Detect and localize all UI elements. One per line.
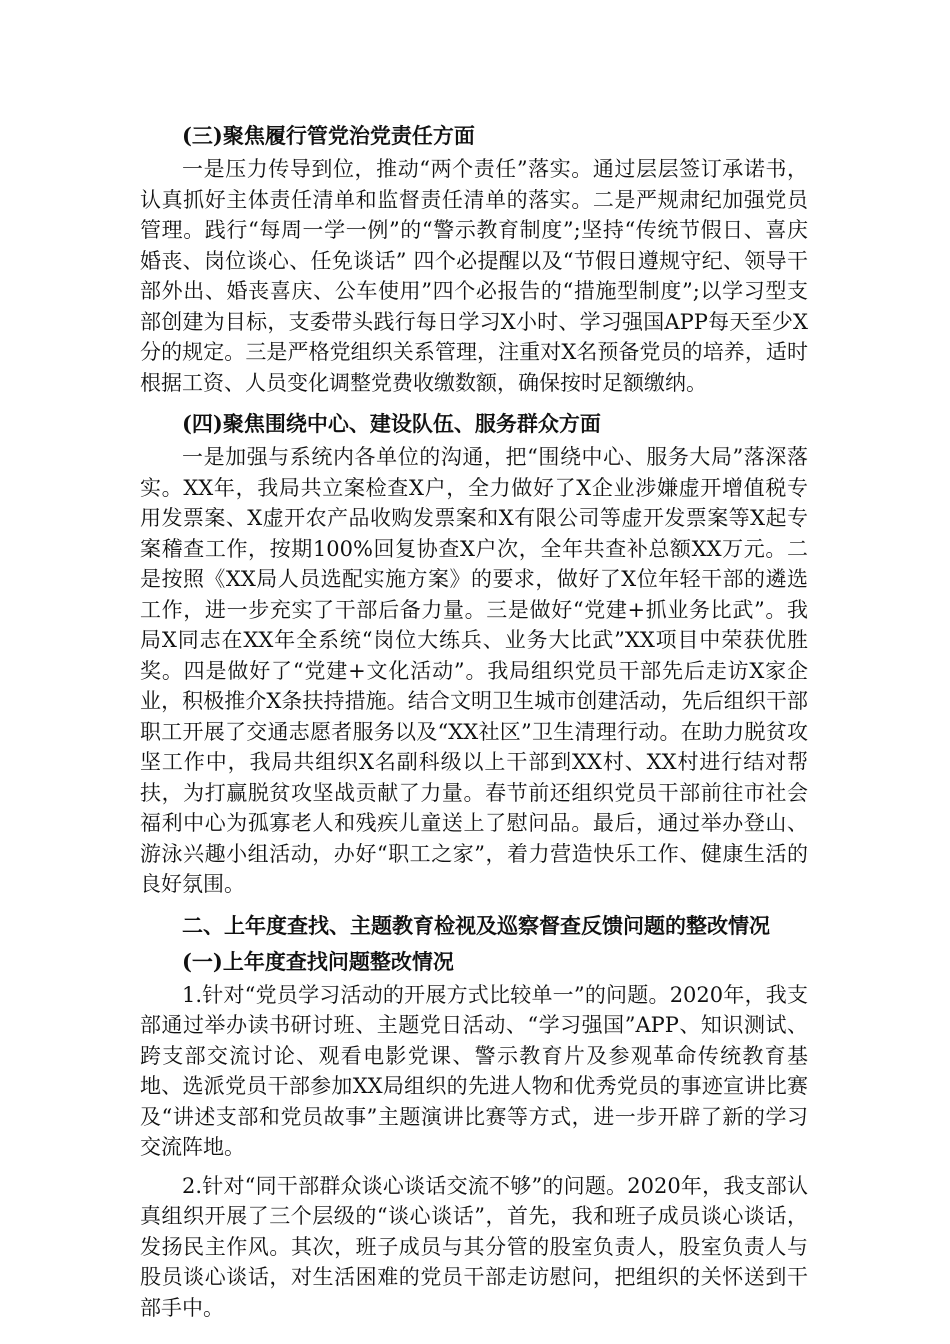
part-2-subheading-1: (一)上年度查找问题整改情况 — [182, 948, 454, 974]
section-4-paragraph: 一是加强与系统内各单位的沟通，把“围绕中心、服务大局”落深落实。XX年，我局共立案检查X户，全力做好了X企业涉嫌虚开增值税专用发票案、X虚开农产品收购发票案和X有限公司等虚开发票案等X起专案稽查工作，按期100%回复协查X户次，全年共查补总额XX万元。二是按照《XX局人员选配实施方案》的要求，做好了X位年轻干部的遴选工作，进一步充实了干部后备力量。三是做好“党建+抓业务比武”。我局X同志在XX年全系统“岗位大练兵、业务大比武”XX项目中荣获优胜奖。四是做好了“党建+文化活动”。我局组织党员干部先后走访X家企业，积极推介X条扶持措施。结合文明卫生城市创建活动，先后组织干部职工开展了交通志愿者服务以及“XX社区”卫生清理行动。在助力脱贫攻坚工作中，我局共组织X名副科级以上干部到XX村、XX村进行结对帮扶，为打赢脱贫攻坚战贡献了力量。春节前还组织党员干部前往市社会福利中心为孤寡老人和残疾儿童送上了慰问品。最后，通过举办登山、游泳兴趣小组活动，办好“职工之家”，着力营造快乐工作、健康生活的良好氛围。 — [140, 445, 808, 896]
part-2-heading: 二、上年度查找、主题教育检视及巡察督查反馈问题的整改情况 — [182, 912, 770, 938]
rectification-item-1: 1.针对“党员学习活动的开展方式比较单一”的问题。2020年，我支部通过举办读书研讨班、主题党日活动、“学习强国”APP、知识测试、跨支部交流讨论、观看电影党课、警示教育片及参观革命传统教育基地、选派党员干部参加XX局组织的先进人物和优秀党员的事迹宣讲比赛及“讲述支部和党员故事”主题演讲比赛等方式，进一步开辟了新的学习交流阵地。 — [140, 982, 808, 1159]
rectification-item-2: 2.针对“同干部群众谈心谈话交流不够”的问题。2020年，我支部认真组织开展了三个层级的“谈心谈话”，首先，我和班子成员谈心谈话，发扬民主作风。其次，班子成员与其分管的股室负责人，股室负责人与股员谈心谈话，对生活困难的党员干部走访慰问，把组织的关怀送到干部手中。 — [140, 1173, 808, 1320]
section-heading-4: (四)聚焦围绕中心、建设队伍、服务群众方面 — [182, 411, 601, 436]
section-heading-3: (三)聚焦履行管党治党责任方面 — [182, 123, 475, 148]
document-page — [140, 118, 808, 1327]
section-3-paragraph: 一是压力传导到位，推动“两个责任”落实。通过层层签订承诺书，认真抓好主体责任清单和监督责任清单的落实。二是严规肃纪加强党员管理。践行“每周一学一例”的“警示教育制度”;坚持“传统节假日、喜庆婚丧、岗位谈心、任免谈话” 四个必提醒以及“节假日遵规守纪、领导干部外出、婚丧喜庆、公车使用”四个必报告的“措施型制度”;以学习型支部创建为目标，支委带头践行每日学习X小时、学习强国APP每天至少X分的规定。三是严格党组织关系管理，注重对X名预备党员的培养，适时根据工资、人员变化调整党费收缴数额，确保按时足额缴纳。 — [140, 157, 808, 395]
